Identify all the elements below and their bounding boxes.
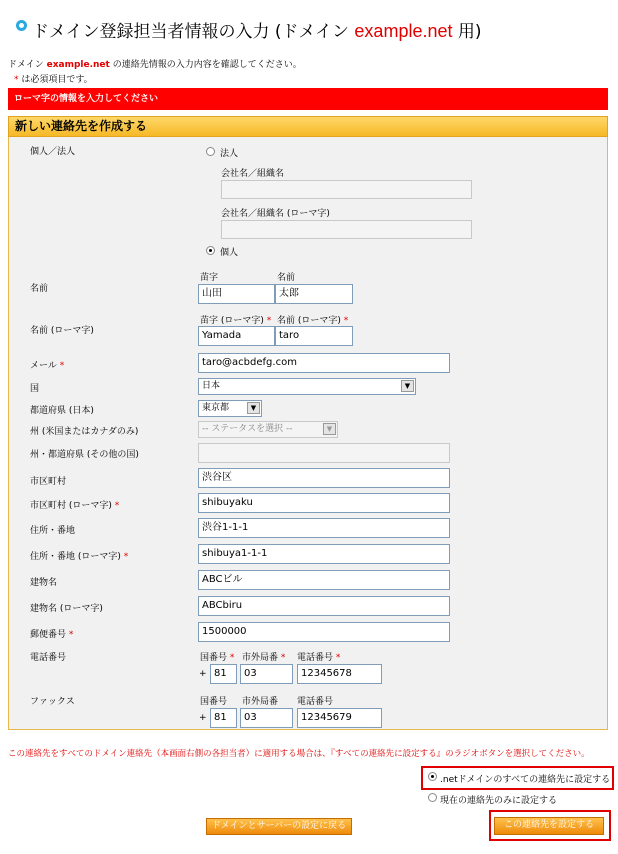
phone-plus-sign: + bbox=[199, 669, 207, 679]
corp-radio[interactable] bbox=[206, 147, 215, 156]
company-name-input[interactable] bbox=[221, 180, 472, 199]
individual-radio-label: 個人 bbox=[220, 248, 239, 258]
fax-label: ファックス bbox=[30, 697, 75, 707]
phone-label: 電話番号 bbox=[30, 653, 67, 663]
email-label: メール * bbox=[30, 361, 65, 371]
last-name-roman-label: 苗字 (ローマ字) * bbox=[200, 316, 272, 326]
corp-radio-label: 法人 bbox=[220, 149, 239, 159]
postal-label: 郵便番号 * bbox=[30, 630, 74, 640]
address-roman-input[interactable]: shibuya1-1-1 bbox=[198, 544, 450, 564]
phone-area-label: 市外局番 * bbox=[242, 653, 286, 663]
first-name-roman-input[interactable]: taro bbox=[275, 326, 353, 346]
first-name-input[interactable]: 太郎 bbox=[275, 284, 353, 304]
name-roman-label: 名前 (ローマ字) bbox=[30, 326, 94, 336]
name-label: 名前 bbox=[30, 284, 49, 294]
company-name-label: 会社名／組織名 bbox=[221, 169, 285, 179]
apply-current-label: 現在の連絡先のみに設定する bbox=[440, 796, 558, 806]
apply-current-radio[interactable] bbox=[428, 793, 437, 802]
company-name-roman-input[interactable] bbox=[221, 220, 472, 239]
city-label: 市区町村 bbox=[30, 477, 67, 487]
company-name-roman-label: 会社名／組織名 (ローマ字) bbox=[221, 209, 330, 219]
back-button[interactable]: ドメインとサーバーの設定に戻る bbox=[206, 818, 352, 835]
submit-button[interactable]: この連絡先を設定する bbox=[494, 817, 604, 835]
phone-country-label: 国番号 * bbox=[200, 653, 235, 663]
panel-title: 新しい連絡先を作成する bbox=[8, 116, 608, 137]
first-name-label: 名前 bbox=[277, 273, 296, 283]
title-ring-icon bbox=[16, 20, 27, 31]
prefecture-label: 都道府県 (日本) bbox=[30, 406, 94, 416]
error-message: ローマ字の情報を入力してください bbox=[8, 88, 608, 110]
address-input[interactable]: 渋谷1-1-1 bbox=[198, 518, 450, 538]
building-input[interactable]: ABCビル bbox=[198, 570, 450, 590]
city-roman-input[interactable]: shibuyaku bbox=[198, 493, 450, 513]
fax-plus-sign: + bbox=[199, 713, 207, 723]
apply-all-radio[interactable] bbox=[428, 772, 437, 781]
apply-all-label: .netドメインのすべての連絡先に設定する bbox=[440, 775, 611, 785]
country-select[interactable]: 日本 ▼ bbox=[198, 378, 416, 395]
fax-area-input[interactable]: 03 bbox=[240, 708, 293, 728]
building-roman-input[interactable]: ABCbiru bbox=[198, 596, 450, 616]
chevron-down-icon: ▼ bbox=[401, 380, 414, 392]
fax-number-label: 電話番号 bbox=[297, 697, 334, 707]
fax-country-label: 国番号 bbox=[200, 697, 228, 707]
page-title: ドメイン登録担当者情報の入力 (ドメイン example.net 用) bbox=[32, 21, 482, 42]
phone-area-input[interactable]: 03 bbox=[240, 664, 293, 684]
last-name-roman-input[interactable]: Yamada bbox=[198, 326, 275, 346]
first-name-roman-label: 名前 (ローマ字) * bbox=[277, 316, 349, 326]
phone-number-input[interactable]: 12345678 bbox=[297, 664, 382, 684]
phone-country-input[interactable]: 81 bbox=[210, 664, 237, 684]
phone-number-label: 電話番号 * bbox=[297, 653, 341, 663]
state-us-ca-select[interactable]: -- ステータスを選択 -- ▼ bbox=[198, 421, 338, 438]
country-label: 国 bbox=[30, 384, 40, 394]
address-roman-label: 住所・番地 (ローマ字) * bbox=[30, 552, 129, 562]
last-name-label: 苗字 bbox=[200, 273, 219, 283]
email-input[interactable]: taro@acbdefg.com bbox=[198, 353, 450, 373]
individual-radio[interactable] bbox=[206, 246, 215, 255]
entity-label: 個人／法人 bbox=[30, 147, 76, 157]
city-roman-label: 市区町村 (ローマ字) * bbox=[30, 501, 120, 511]
state-other-label: 州・都道府県 (その他の国) bbox=[30, 450, 139, 460]
last-name-input[interactable]: 山田 bbox=[198, 284, 275, 304]
apply-note: この連絡先をすべてのドメイン連絡先（本画面右側の各担当者）に適用する場合は、『すべての連絡先に設定する』のラジオボタンを選択してください。 bbox=[8, 749, 590, 759]
chevron-down-icon: ▼ bbox=[323, 423, 336, 435]
chevron-down-icon: ▼ bbox=[247, 402, 260, 414]
fax-area-label: 市外局番 bbox=[242, 697, 279, 707]
prefecture-select[interactable]: 東京都 ▼ bbox=[198, 400, 262, 417]
fax-number-input[interactable]: 12345679 bbox=[297, 708, 382, 728]
required-note: * は必須項目です。 bbox=[14, 75, 93, 85]
city-input[interactable]: 渋谷区 bbox=[198, 468, 450, 488]
fax-country-input[interactable]: 81 bbox=[210, 708, 237, 728]
postal-input[interactable]: 1500000 bbox=[198, 622, 450, 642]
state-other-input[interactable] bbox=[198, 443, 450, 463]
state-us-ca-label: 州 (米国またはカナダのみ) bbox=[30, 427, 139, 437]
address-label: 住所・番地 bbox=[30, 526, 76, 536]
intro-text: ドメイン example.net の連絡先情報の入力内容を確認してください。 bbox=[8, 60, 302, 70]
building-roman-label: 建物名 (ローマ字) bbox=[30, 604, 103, 614]
building-label: 建物名 bbox=[30, 578, 58, 588]
